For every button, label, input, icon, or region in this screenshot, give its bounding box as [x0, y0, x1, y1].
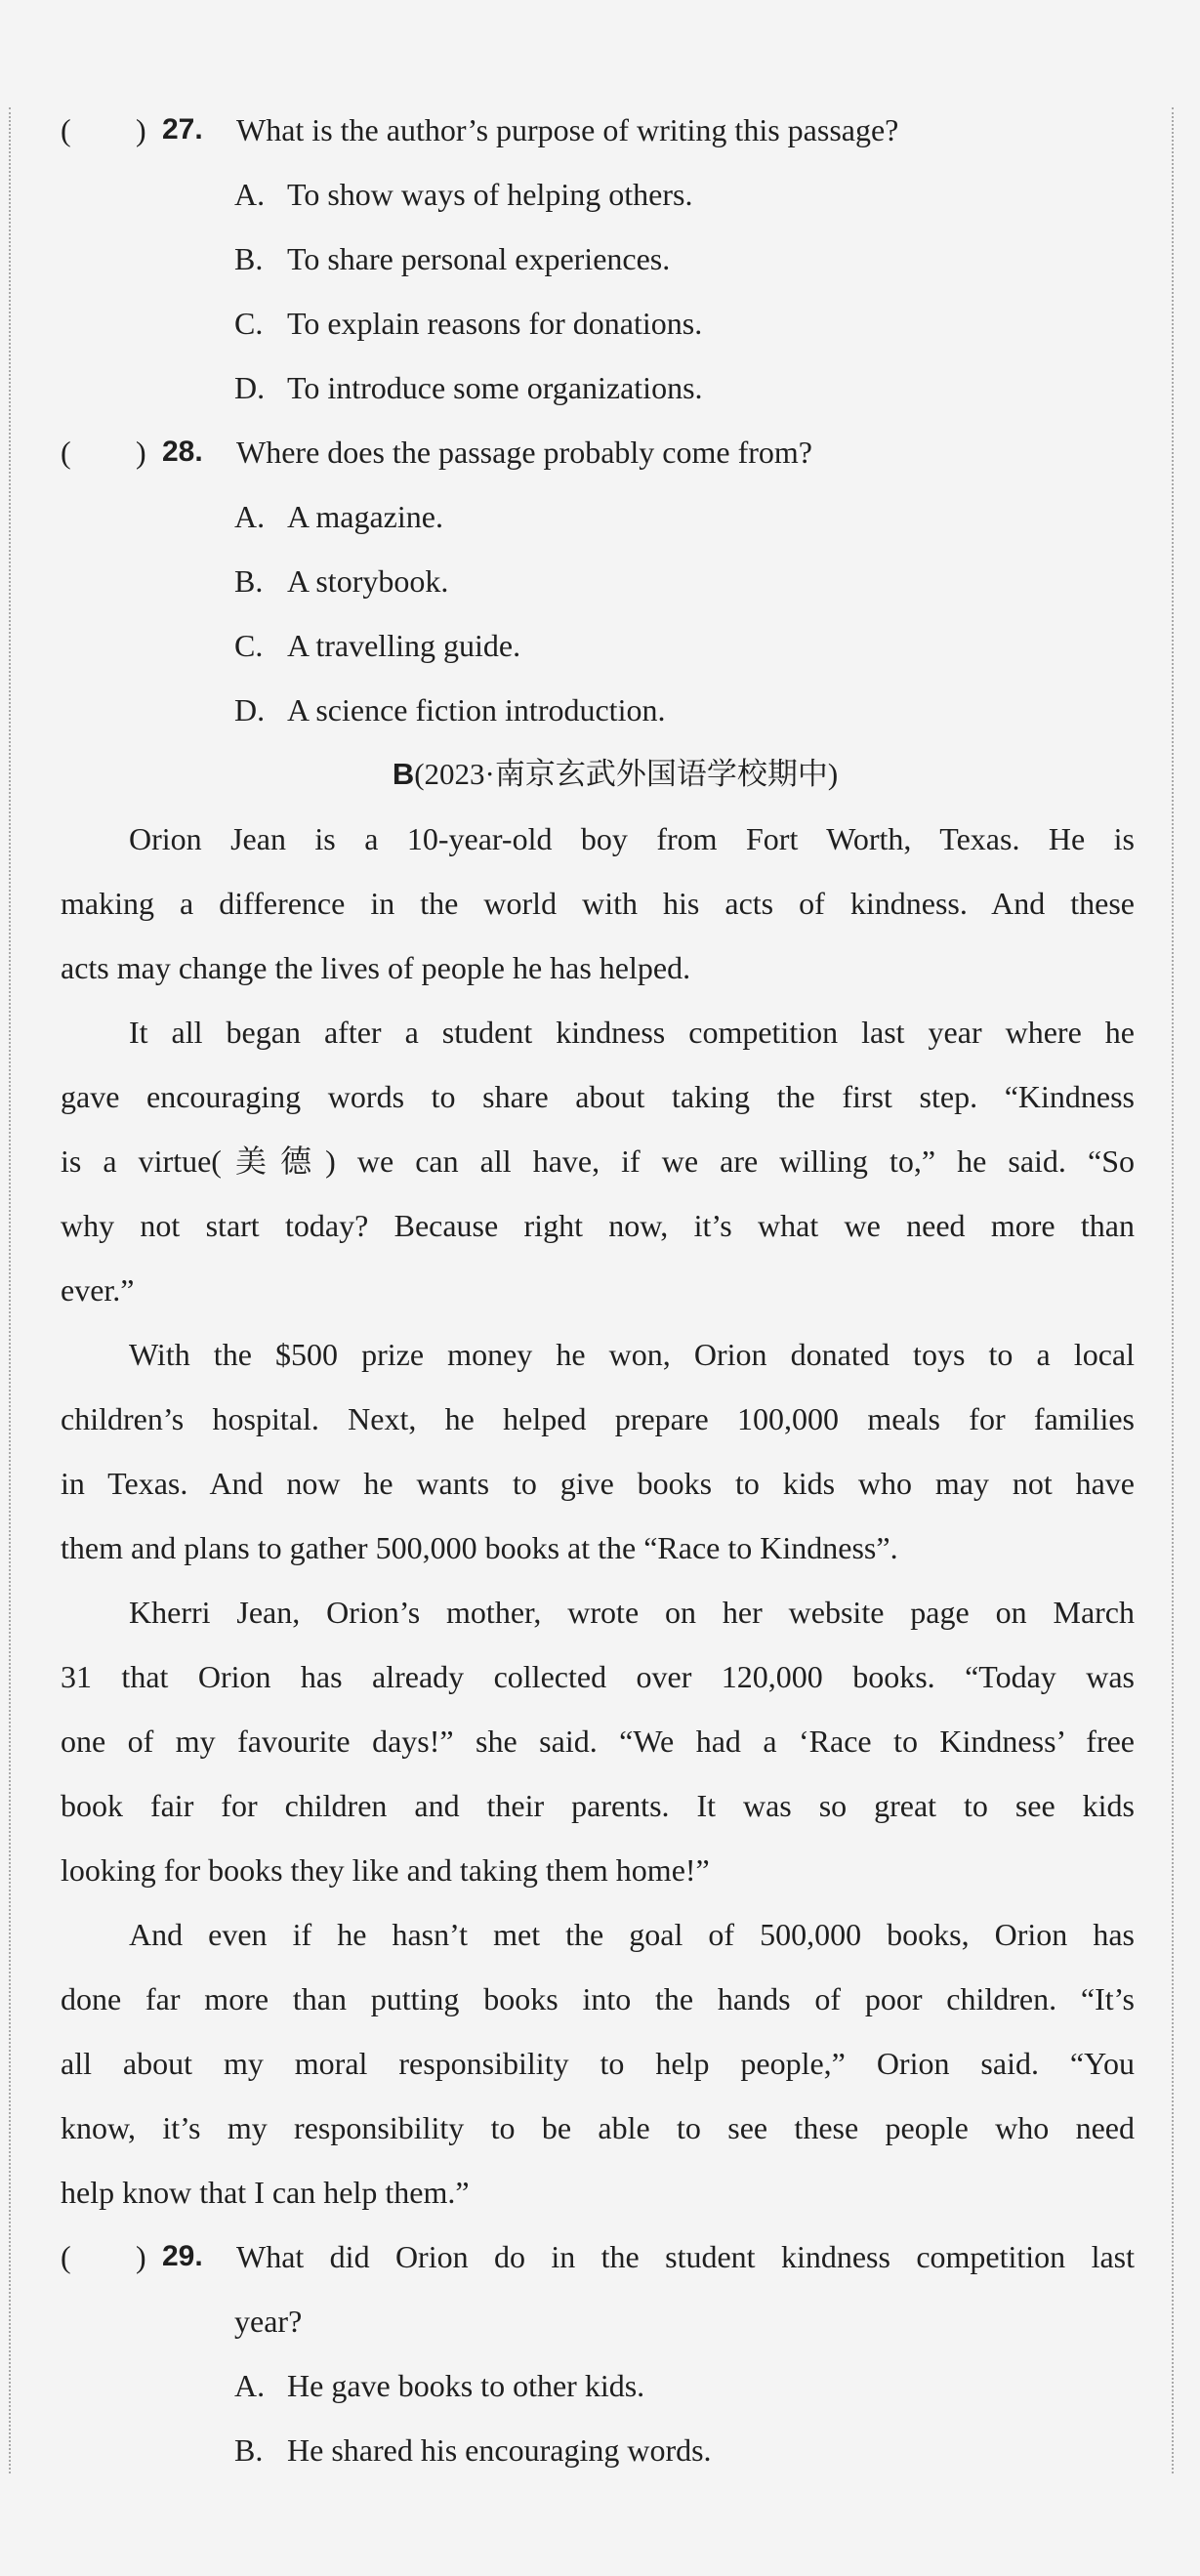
question-text: Where does the passage probably come from?: [236, 435, 812, 470]
paragraph-5: [61, 1902, 1135, 2224]
option-text: A travelling guide.: [287, 628, 521, 663]
passage-line: them and plans to gather 500,000 books at the “Race to Kindness”.: [61, 1530, 898, 1565]
option-text: To explain reasons for donations.: [287, 306, 703, 341]
question-28: [61, 420, 1135, 484]
passage-line: 31 that Orion has already collected over 120,000 books. “Today was: [61, 1659, 1135, 1694]
option-letter: B.: [234, 241, 264, 276]
question-27: [61, 98, 1135, 162]
paragraph-2: [61, 1000, 1135, 1322]
option-27-c[interactable]: [61, 291, 1135, 355]
question-text-continued: year?: [234, 2304, 303, 2339]
passage-line: With the $500 prize money he won, Orion donated toys to a local: [129, 1337, 1135, 1372]
option-text: To show ways of helping others.: [287, 177, 693, 212]
passage-line: one of my favourite days!” she said. “We had a ‘Race to Kindness’ free: [61, 1724, 1135, 1759]
option-text: He shared his encouraging words.: [287, 2432, 712, 2468]
passage-line: gave encouraging words to share about taking the first step. “Kindness: [61, 1079, 1135, 1114]
option-27-d[interactable]: [61, 355, 1135, 420]
passage-line: know, it’s my responsibility to be able to see these people who need: [61, 2110, 1135, 2145]
question-29: [61, 2224, 1135, 2289]
answer-blank[interactable]: [61, 420, 146, 484]
paragraph-3: [61, 1322, 1135, 1580]
passage-line: It all began after a student kindness competition last year where he: [129, 1015, 1135, 1050]
paren-open: (: [61, 112, 71, 147]
passage-line: why not start today? Because right now, it’s what we need more than: [61, 1208, 1135, 1243]
option-29-b[interactable]: [61, 2418, 1135, 2482]
passage-line: is a virtue(美德) we can all have, if we are willing to,” he said. “So: [61, 1143, 1135, 1179]
passage-line: acts may change the lives of people he has helped.: [61, 950, 691, 985]
passage-line: help know that I can help them.”: [61, 2175, 470, 2210]
option-letter: A.: [234, 177, 266, 212]
option-28-d[interactable]: [61, 678, 1135, 742]
passage-line: Orion Jean is a 10-year-old boy from Fort Worth, Texas. He is: [129, 821, 1135, 856]
option-text: To share personal experiences.: [287, 241, 671, 276]
option-28-a[interactable]: [61, 484, 1135, 549]
option-text: A storybook.: [287, 563, 449, 599]
passage-line: all about my moral responsibility to help people,” Orion said. “You: [61, 2046, 1135, 2081]
option-letter: D.: [234, 370, 266, 405]
paren-open: (: [61, 2239, 71, 2274]
option-letter: C.: [234, 306, 264, 341]
option-27-a[interactable]: [61, 162, 1135, 227]
option-letter: A.: [234, 499, 266, 534]
paren-close: ): [136, 435, 146, 470]
answer-blank[interactable]: [61, 98, 146, 162]
question-number: 27.: [162, 113, 203, 145]
passage-line: And even if he hasn’t met the goal of 500,000 books, Orion has: [129, 1917, 1135, 1952]
right-dotted-margin: [1172, 107, 1174, 2473]
option-text: A science fiction introduction.: [287, 692, 666, 727]
passage-line: looking for books they like and taking them home!”: [61, 1852, 710, 1888]
option-letter: C.: [234, 628, 264, 663]
option-text: To introduce some organizations.: [287, 370, 703, 405]
passage-line: in Texas. And now he wants to give books to kids who may not have: [61, 1466, 1135, 1501]
section-source: (2023·南京玄武外国语学校期中): [414, 757, 839, 791]
passage-line: Kherri Jean, Orion’s mother, wrote on her website page on March: [129, 1595, 1135, 1630]
left-dotted-margin: [9, 107, 11, 2473]
option-letter: A.: [234, 2368, 266, 2403]
worksheet-page: [61, 98, 1135, 2482]
passage-line: done far more than putting books into the hands of poor children. “It’s: [61, 1981, 1135, 2016]
question-text: What did Orion do in the student kindness competition last: [236, 2239, 1135, 2274]
passage-line: book fair for children and their parents. It was so great to see kids: [61, 1788, 1135, 1823]
question-number: 29.: [162, 2240, 203, 2272]
option-letter: B.: [234, 2432, 264, 2468]
question-text: What is the author’s purpose of writing this passage?: [236, 112, 899, 147]
passage-line: making a difference in the world with his acts of kindness. And these: [61, 886, 1135, 921]
option-letter: D.: [234, 692, 266, 727]
option-text: A magazine.: [287, 499, 443, 534]
section-letter: B: [392, 757, 415, 791]
option-27-b[interactable]: [61, 227, 1135, 291]
option-text: He gave books to other kids.: [287, 2368, 645, 2403]
answer-blank[interactable]: [61, 2224, 146, 2289]
passage-line: children’s hospital. Next, he helped prepare 100,000 meals for families: [61, 1401, 1135, 1436]
paren-close: ): [136, 112, 146, 147]
option-28-c[interactable]: [61, 613, 1135, 678]
option-28-b[interactable]: [61, 549, 1135, 613]
section-heading: [61, 742, 1135, 807]
paren-open: (: [61, 435, 71, 470]
question-number: 28.: [162, 436, 203, 468]
passage-line: ever.”: [61, 1272, 135, 1308]
paragraph-4: [61, 1580, 1135, 1902]
option-letter: B.: [234, 563, 264, 599]
paragraph-1: [61, 807, 1135, 1000]
paren-close: ): [136, 2239, 146, 2274]
option-29-a[interactable]: [61, 2353, 1135, 2418]
passage: [61, 807, 1135, 2224]
